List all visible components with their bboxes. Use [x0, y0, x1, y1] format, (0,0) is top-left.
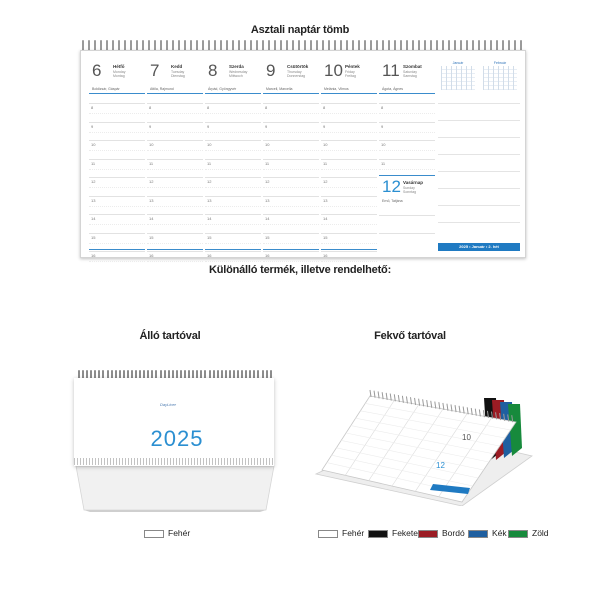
hour-line — [205, 159, 261, 160]
notes-line — [438, 137, 520, 138]
color-label: Fekete — [392, 528, 418, 538]
year-label: 2025 — [150, 426, 204, 451]
day-number: 6 — [92, 61, 102, 80]
standing-calendar-image — [70, 370, 280, 512]
day-number: 7 — [150, 61, 160, 80]
day-header-divider — [379, 93, 435, 94]
hour-label: 16 — [323, 253, 328, 258]
half-hour-line — [147, 243, 203, 244]
half-hour-line — [379, 132, 435, 133]
hour-label: 8 — [265, 105, 268, 110]
day-name: Szerda — [229, 64, 244, 69]
hour-label: 9 — [381, 123, 384, 129]
color-label: Fehér — [168, 528, 191, 538]
half-hour-line — [263, 150, 319, 151]
hour-line — [321, 177, 377, 178]
svg-text:12: 12 — [436, 461, 445, 470]
color-swatch — [418, 530, 438, 538]
half-hour-line — [147, 261, 203, 262]
half-hour-line — [263, 206, 319, 207]
hour-label: 8 — [323, 105, 326, 110]
sunday-number: 12 — [382, 177, 401, 196]
sunday-line — [379, 215, 435, 216]
hour-label: 10 — [207, 142, 212, 147]
day-name: Kedd — [171, 64, 183, 69]
day-column — [263, 59, 319, 258]
hour-line — [263, 233, 319, 234]
half-hour-line — [321, 224, 377, 225]
name-day: Marcell, Marcella — [266, 87, 293, 91]
mini-calendar-grid — [441, 66, 475, 90]
hour-label: 16 — [265, 253, 270, 258]
hour-label: 12 — [91, 179, 96, 184]
name-day: Attila, Rajmund — [150, 87, 174, 91]
day-column — [205, 59, 261, 258]
sunday-divider — [379, 175, 435, 176]
hour-line — [89, 214, 145, 215]
color-swatch — [368, 530, 388, 538]
hour-label: 11 — [323, 160, 328, 166]
svg-text:10: 10 — [462, 433, 471, 442]
hour-line — [205, 177, 261, 178]
half-hour-line — [321, 261, 377, 262]
hour-line — [321, 122, 377, 123]
hour-line — [321, 140, 377, 141]
day-header-divider — [89, 93, 145, 94]
mini-calendar — [441, 61, 475, 91]
hour-line — [321, 159, 377, 160]
half-hour-line — [321, 113, 377, 114]
sunday-name-en: Sunday — [403, 186, 415, 190]
hour-label: 15 — [207, 234, 212, 240]
standing-calendar-cover — [74, 378, 274, 466]
day-name-en: Saturday — [403, 70, 418, 74]
hour-line — [205, 122, 261, 123]
hour-label: 16 — [207, 253, 212, 258]
hour-line — [147, 233, 203, 234]
day-number: 8 — [208, 61, 218, 80]
mini-calendar-month: Február — [493, 61, 507, 65]
half-hour-line — [89, 187, 145, 188]
hour-label: 11 — [91, 160, 96, 166]
sunday-translations — [403, 186, 433, 194]
hour-label: 14 — [149, 216, 154, 221]
half-hour-line — [321, 206, 377, 207]
hour-line — [263, 196, 319, 197]
day-header-divider — [147, 93, 203, 94]
hour-line — [147, 140, 203, 141]
hour-label: 13 — [91, 197, 96, 203]
half-hour-line — [147, 206, 203, 207]
day-column — [321, 59, 377, 258]
hour-label: 14 — [265, 216, 270, 221]
half-hour-line — [205, 206, 261, 207]
day-name: Péntek — [345, 64, 360, 69]
hour-label: 15 — [91, 234, 96, 240]
day-name-en: Thursday — [287, 70, 302, 74]
half-hour-line — [205, 243, 261, 244]
half-hour-line — [89, 132, 145, 133]
hour-label: 16 — [149, 253, 154, 258]
day-name: Csütörtök — [287, 64, 309, 69]
hour-label: 13 — [323, 197, 328, 203]
half-hour-line — [205, 132, 261, 133]
week-tag: 2025 • Január • 2. hét — [438, 243, 520, 251]
day-name-en: Wednesday — [229, 70, 248, 74]
hour-label: 11 — [265, 160, 270, 166]
hour-line — [147, 196, 203, 197]
hour-line — [321, 196, 377, 197]
hour-label: 8 — [381, 105, 384, 110]
day-footer-divider — [89, 249, 145, 250]
half-hour-line — [89, 169, 145, 170]
hour-label: 14 — [323, 216, 328, 221]
desk-planner-pad — [80, 50, 526, 258]
hour-line — [379, 159, 435, 160]
color-label: Kék — [492, 528, 507, 538]
day-column — [147, 59, 203, 258]
hour-label: 11 — [149, 160, 154, 166]
notes-line — [438, 154, 520, 155]
hour-line — [89, 122, 145, 123]
hour-line — [205, 233, 261, 234]
hour-line — [147, 103, 203, 104]
day-translations — [113, 70, 143, 78]
sunday-name: Vasárnap — [403, 180, 424, 185]
hour-label: 8 — [149, 105, 152, 110]
hour-label: 13 — [149, 197, 154, 203]
hour-label: 11 — [381, 160, 386, 166]
lying-calendar-image — [312, 378, 534, 506]
half-hour-line — [263, 224, 319, 225]
sunday-name-day: Ernő, Tatjána — [382, 199, 403, 203]
day-name-de: Dienstag — [171, 74, 185, 78]
day-translations — [403, 70, 433, 78]
hour-label: 11 — [207, 160, 212, 166]
half-hour-line — [263, 187, 319, 188]
day-footer-divider — [147, 249, 203, 250]
hour-line — [147, 214, 203, 215]
main-title: Asztali naptár tömb — [250, 24, 350, 36]
half-hour-line — [147, 224, 203, 225]
day-name-de: Mittwoch — [229, 74, 243, 78]
day-name-de: Donnerstag — [287, 74, 306, 78]
half-hour-line — [379, 150, 435, 151]
hour-label: 12 — [323, 179, 328, 184]
hour-label: 10 — [91, 142, 96, 147]
hour-label: 10 — [323, 142, 328, 147]
notes-line — [438, 120, 520, 121]
day-translations — [345, 70, 375, 78]
hour-line — [205, 103, 261, 104]
hour-label: 9 — [149, 123, 152, 129]
day-name: Hétfő — [113, 64, 125, 69]
half-hour-line — [147, 113, 203, 114]
half-hour-line — [263, 132, 319, 133]
notes-line — [438, 205, 520, 206]
hour-label: 12 — [149, 179, 154, 184]
day-translations — [229, 70, 259, 78]
half-hour-line — [147, 169, 203, 170]
half-hour-line — [379, 169, 435, 170]
sunday-name-de: Sonntag — [403, 190, 417, 194]
half-hour-line — [89, 150, 145, 151]
hour-label: 15 — [265, 234, 270, 240]
mini-calendar — [483, 61, 517, 91]
day-name-de: Montag — [113, 74, 125, 78]
half-hour-line — [263, 113, 319, 114]
separate-product-title: Különálló termék, illetve rendelhető: — [208, 264, 392, 276]
day-number: 11 — [382, 61, 400, 80]
hour-line — [205, 251, 261, 252]
lying-holder-title: Fekvő tartóval — [374, 330, 446, 342]
day-footer-divider — [205, 249, 261, 250]
brand-logo: DayLiner — [160, 402, 177, 407]
hour-label: 16 — [91, 253, 96, 258]
half-hour-line — [205, 113, 261, 114]
name-day: Árpád, Gyöngyvér — [208, 87, 237, 91]
half-hour-line — [205, 169, 261, 170]
color-label: Zöld — [532, 528, 549, 538]
day-number: 10 — [324, 61, 343, 80]
mini-calendar-month: Január — [452, 61, 464, 65]
hour-label: 12 — [265, 179, 270, 184]
notes-line — [438, 171, 520, 172]
hour-line — [263, 214, 319, 215]
color-label: Bordó — [442, 528, 465, 538]
hour-label: 12 — [207, 179, 212, 184]
hour-label: 14 — [91, 216, 96, 221]
hour-label: 14 — [207, 216, 212, 221]
half-hour-line — [205, 261, 261, 262]
half-hour-line — [205, 150, 261, 151]
day-name: Szombat — [403, 64, 422, 69]
hour-line — [321, 251, 377, 252]
hour-line — [147, 122, 203, 123]
day-name-en: Monday — [113, 70, 126, 74]
hour-label: 9 — [323, 123, 326, 129]
hour-line — [263, 251, 319, 252]
day-column — [379, 59, 435, 253]
day-name-en: Friday — [345, 70, 355, 74]
half-hour-line — [89, 113, 145, 114]
hour-line — [321, 233, 377, 234]
half-hour-line — [263, 243, 319, 244]
color-swatch — [144, 530, 164, 538]
day-name-en: Tuesday — [171, 70, 185, 74]
half-hour-line — [89, 261, 145, 262]
name-day: Ágota, Ágnes — [382, 87, 404, 91]
hour-line — [89, 251, 145, 252]
hour-line — [263, 122, 319, 123]
hour-label: 10 — [149, 142, 154, 147]
hour-line — [205, 196, 261, 197]
sunday-line — [379, 233, 435, 234]
half-hour-line — [321, 187, 377, 188]
notes-line — [438, 222, 520, 223]
hour-line — [263, 140, 319, 141]
day-header-divider — [205, 93, 261, 94]
half-hour-line — [379, 113, 435, 114]
name-day: Boldizsár, Gáspár — [92, 87, 120, 91]
name-day: Melánia, Vilmos — [324, 87, 349, 91]
standing-day-strip — [74, 458, 274, 465]
color-swatch — [318, 530, 338, 538]
hour-line — [205, 214, 261, 215]
hour-line — [263, 159, 319, 160]
day-translations — [171, 70, 201, 78]
color-swatch — [508, 530, 528, 538]
half-hour-line — [147, 187, 203, 188]
hour-line — [263, 177, 319, 178]
half-hour-line — [205, 224, 261, 225]
hour-line — [147, 159, 203, 160]
color-label: Fehér — [342, 528, 365, 538]
half-hour-line — [147, 132, 203, 133]
hour-line — [263, 103, 319, 104]
day-header-divider — [321, 93, 377, 94]
hour-label: 8 — [91, 105, 94, 110]
half-hour-line — [321, 132, 377, 133]
hour-label: 13 — [207, 197, 212, 203]
hour-line — [89, 159, 145, 160]
hour-label: 13 — [265, 197, 270, 203]
mini-calendar-grid — [483, 66, 517, 90]
hour-line — [89, 140, 145, 141]
day-header-divider — [263, 93, 319, 94]
hour-label: 15 — [323, 234, 328, 240]
hour-line — [89, 177, 145, 178]
hour-line — [321, 214, 377, 215]
hour-line — [89, 233, 145, 234]
hour-label: 10 — [265, 142, 270, 147]
hour-line — [147, 251, 203, 252]
half-hour-line — [89, 224, 145, 225]
notes-line — [438, 103, 520, 104]
day-footer-divider — [321, 249, 377, 250]
hour-line — [147, 177, 203, 178]
day-translations — [287, 70, 317, 78]
half-hour-line — [89, 243, 145, 244]
hour-label: 9 — [265, 123, 268, 129]
half-hour-line — [321, 243, 377, 244]
half-hour-line — [205, 187, 261, 188]
day-name-de: Samstag — [403, 74, 417, 78]
half-hour-line — [89, 206, 145, 207]
hour-line — [89, 196, 145, 197]
hour-label: 8 — [207, 105, 210, 110]
hour-label: 9 — [207, 123, 210, 129]
day-footer-divider — [263, 249, 319, 250]
half-hour-line — [263, 169, 319, 170]
color-swatch — [468, 530, 488, 538]
day-name-de: Freitag — [345, 74, 356, 78]
notes-line — [438, 188, 520, 189]
hour-label: 15 — [149, 234, 154, 240]
day-number: 9 — [266, 61, 276, 80]
half-hour-line — [321, 150, 377, 151]
standing-holder-title: Álló tartóval — [139, 330, 201, 342]
hour-line — [205, 140, 261, 141]
hour-line — [89, 103, 145, 104]
hour-line — [379, 140, 435, 141]
day-column — [89, 59, 145, 258]
hour-line — [321, 103, 377, 104]
half-hour-line — [321, 169, 377, 170]
hour-line — [379, 103, 435, 104]
hour-label: 9 — [91, 123, 94, 129]
hour-line — [379, 122, 435, 123]
half-hour-line — [147, 150, 203, 151]
hour-label: 10 — [381, 142, 386, 147]
half-hour-line — [263, 261, 319, 262]
